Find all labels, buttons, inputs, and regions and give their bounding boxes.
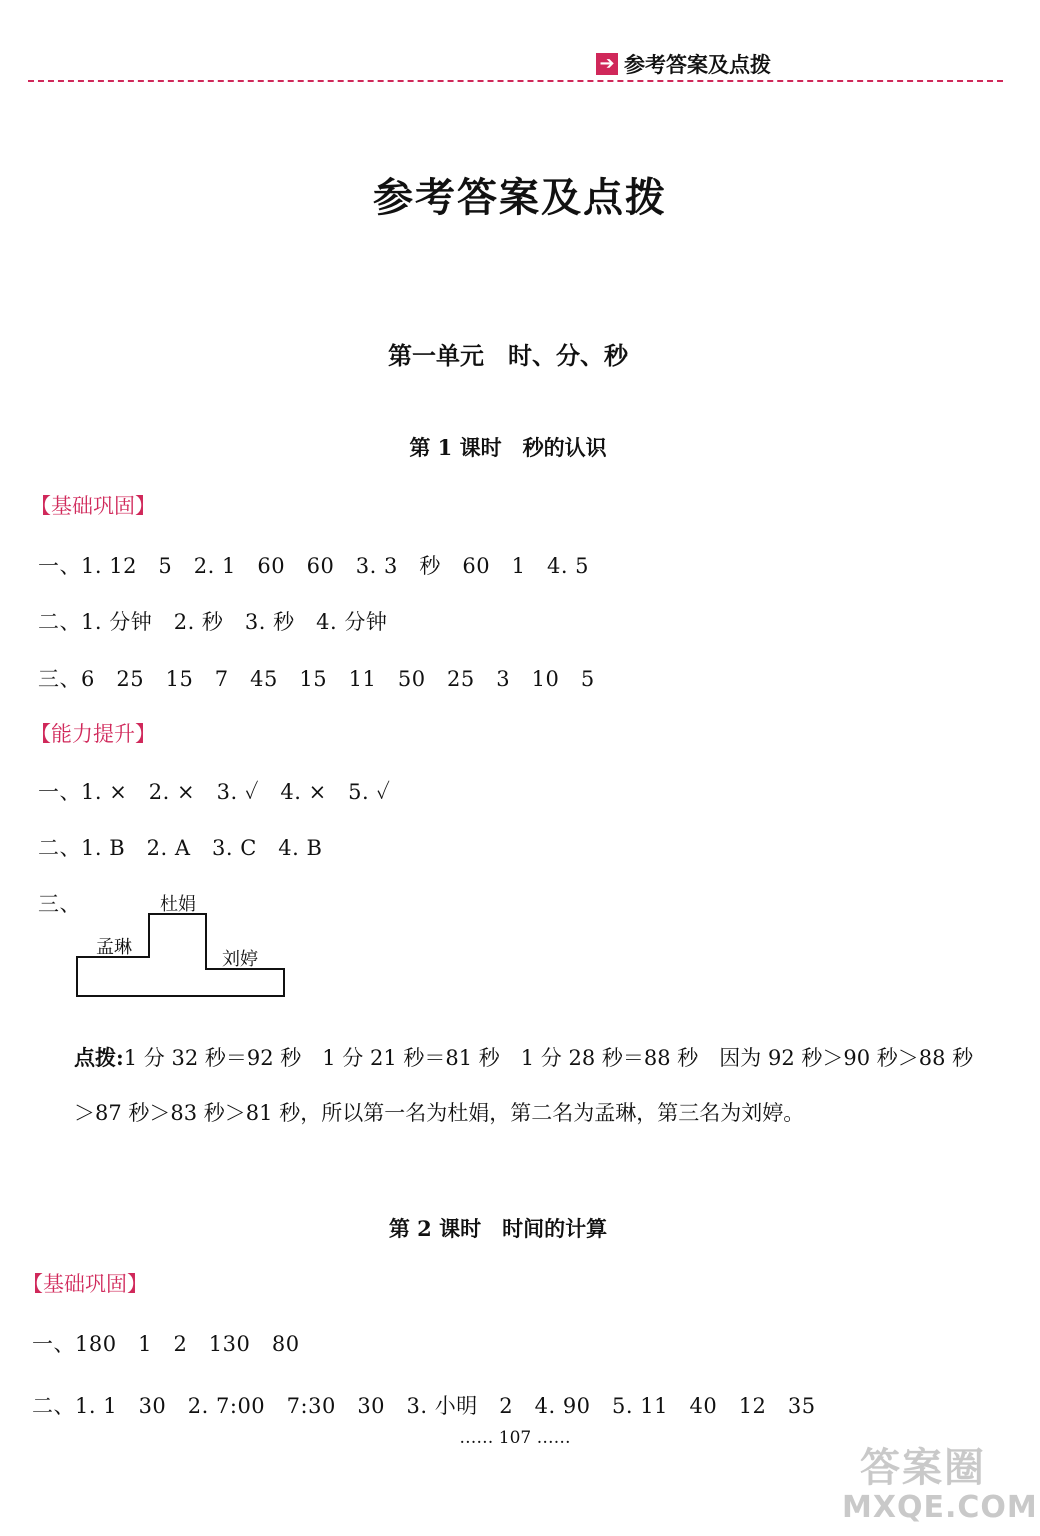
watermark-logo: 答案圈: [860, 1445, 986, 1491]
lesson2-basic-line-1: 一、180 1 2 130 80: [32, 1332, 300, 1356]
lesson1-basic-label: 【基础巩固】: [30, 494, 156, 518]
podium-right-label: 刘婷: [222, 949, 258, 970]
header-tag: [596, 50, 771, 78]
header-divider: [28, 80, 1003, 82]
lesson2-basic-line-2: 二、1. 1 30 2. 7:00 7:30 30 3. 小明 2 4. 90 5. 11 40 12 35: [32, 1394, 816, 1418]
lesson1-explanation: [74, 1030, 974, 1141]
podium-left-label: 孟琳: [96, 937, 132, 958]
explain-text: 1 分 32 秒＝92 秒 1 分 21 秒＝81 秒 1 分 28 秒＝88 秒 因为 92 秒＞90 秒＞88 秒＞87 秒＞83 秒＞81 秒，所以第一名为杜娟，第二名为孟琳，第三名为刘婷。: [74, 1046, 974, 1125]
lesson1-advance-label: 【能力提升】: [30, 722, 156, 746]
lesson1-basic-line-3: 三、6 25 15 7 45 15 11 50 25 3 10 5: [38, 667, 595, 691]
lesson1-basic-line-2: 二、1. 分钟 2. 秒 3. 秒 4. 分钟: [38, 610, 388, 634]
header-tag-text: 参考答案及点拨: [624, 53, 771, 77]
lesson2-title: 第 2 课时 时间的计算: [388, 1216, 608, 1241]
page-title: 参考答案及点拨: [373, 174, 667, 221]
podium-diagram: [74, 885, 288, 1000]
lesson2-basic-label: 【基础巩固】: [22, 1272, 148, 1296]
watermark-url: MXQE.COM: [842, 1490, 1038, 1525]
lesson1-advance-line-2: 二、1. B 2. A 3. C 4. B: [38, 836, 323, 860]
lesson1-advance-line-3: 三、: [38, 892, 81, 916]
arrow-right-icon: ➔: [596, 53, 618, 75]
lesson1-advance-line-1: 一、1. × 2. × 3. ✓ 4. × 5. ✓: [38, 780, 391, 804]
lesson1-title: 第 1 课时 秒的认识: [409, 435, 607, 460]
page-number: …… 107 ……: [459, 1428, 571, 1448]
lesson1-basic-line-1: 一、1. 12 5 2. 1 60 60 3. 3 秒 60 1 4. 5: [38, 554, 590, 578]
podium-top-label: 杜娟: [160, 894, 196, 915]
unit-title: 第一单元 时、分、秒: [388, 341, 628, 370]
explain-label: 点拨:: [74, 1045, 124, 1070]
